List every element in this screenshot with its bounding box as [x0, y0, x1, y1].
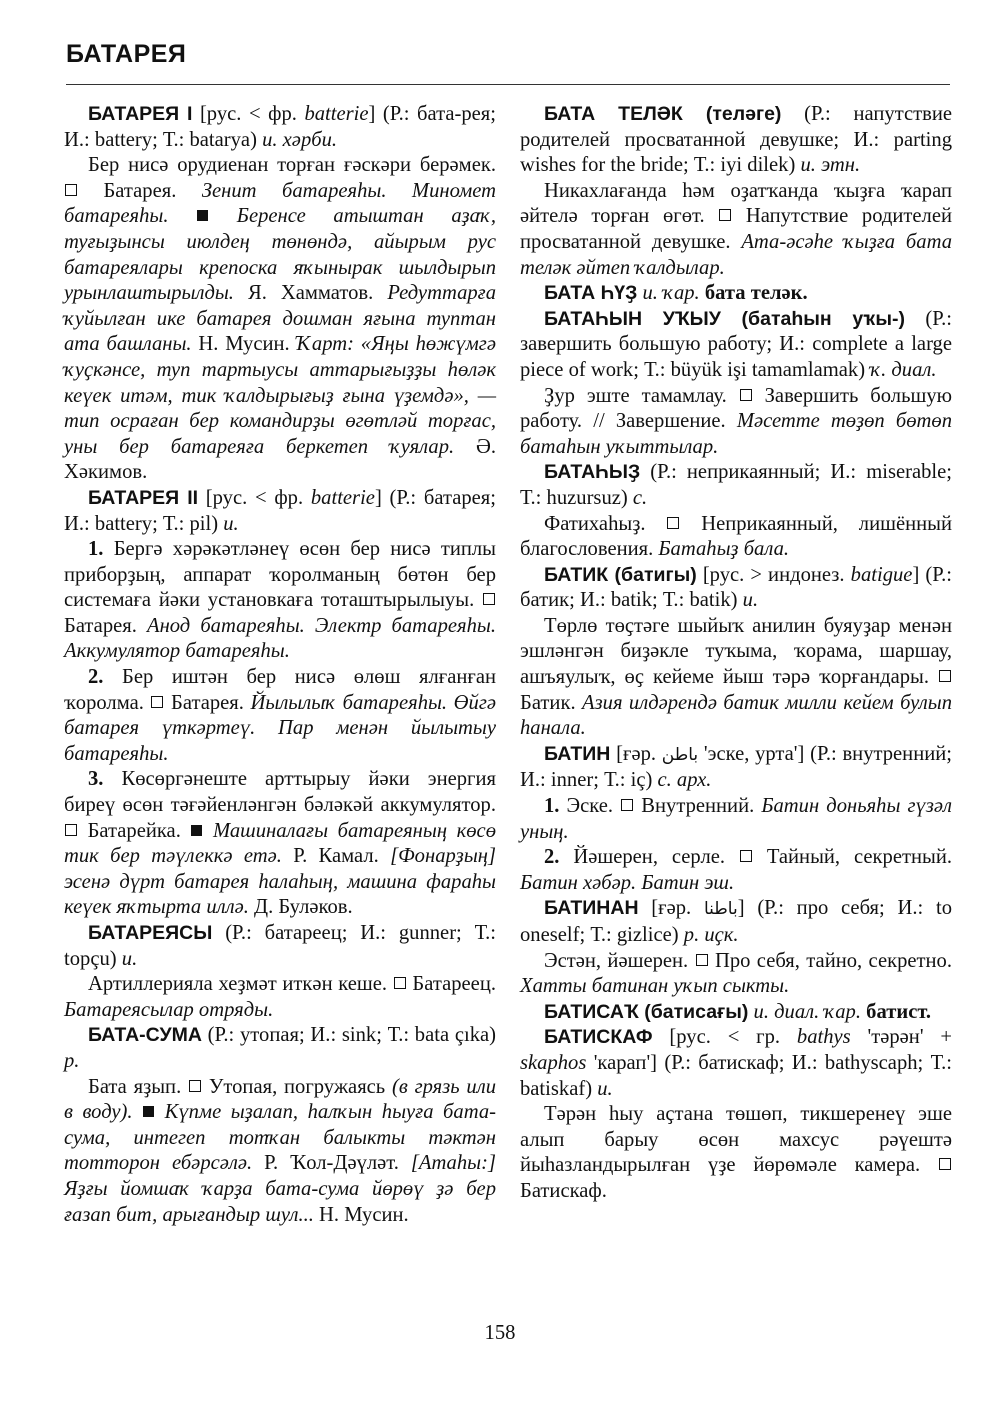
headword: БАТИК (батигы): [544, 563, 697, 586]
headword: БАТАРЕЯ II: [88, 486, 199, 509]
entry-bata-telek-def: Никахлағанда һәм оҙатҡанда ҡыҙға ҡарап әйтелә торған өгөт. Напутствие родителей просватанной девушке. Ата-әсәһе ҡыҙға бата теләк әйтеп ҡалдылар.: [520, 179, 952, 279]
white-square-icon: [151, 696, 163, 708]
entry-batareya-2-sense-3: 3. Көсөргәнеште арттырыу йәки энергия биреү өсөн тәғәйенләнгән бәләкәй аккумулятор. Батарейка. Машиналағы батареяның көсө тик бер тәүлеккә етә. Р. Камал. [Фонарҙың] эсенә дүрт батарея һалаһың, машина фараһы кеүек яҡтырта иллә. Д. Буләков.: [64, 768, 497, 919]
entry-batik-head: БАТИК (батигы) [рус. > индонез. batigue] (Р.: батик; И.: batik; Т.: batik) и.: [520, 563, 952, 612]
entry-batareyasy-head: БАТАРЕЯСЫ (Р.: батареец; И.: gunner; Т.: topçu) и.: [64, 922, 496, 970]
entry-batareya-1-head: БАТАРЕЯ I [рус. < фр. batterie] (Р.: бата-рея; И.: battery; Т.: batarya) и. хәрби.: [64, 103, 497, 151]
entry-batahyz-head: БАТАҺЫҘ (Р.: неприкаянный; И.: miserable; Т.: huzursuz) с.: [520, 461, 952, 509]
left-column: [64, 102, 496, 1228]
headword: БАТА-СУМА: [88, 1024, 202, 1047]
entry-batareyasy-def: Артиллерияла хеҙмәт иткән кеше. Батареец. Батареясылар отряды.: [64, 973, 496, 1021]
arabic-etymon: باطن: [661, 744, 699, 765]
entry-batisak: БАТИСАҠ (батисағы) и. диал. ҡар. батист.: [544, 1000, 932, 1023]
entry-batiskaf-def: Тәрән һыу аҫтана төшөп, тикшеренеү эше алып барыу өсөн махсус рәүештә йыһазландырылған үҙе йөрөмәле камера. Батискаф.: [520, 1103, 952, 1202]
white-square-icon: [65, 184, 77, 196]
headword: БАТА ТЕЛӘК (теләге): [544, 103, 782, 125]
white-square-icon: [621, 799, 633, 811]
entry-batareya-2-sense-1: 1. Бергә хәрәкәтләнеү өсөн бер нисә типлы приборҙың, аппарат ҡоролманың бөтөн бер системаға йәки установкаға тоташтырылыуы. Батарея. Анод батареяһы. Электр батареяһы. Аккумулятор батареяһы.: [64, 538, 496, 663]
headword: БАТИСКАФ: [544, 1026, 653, 1049]
white-square-icon: [189, 1080, 201, 1092]
headword: БАТАҺЫН УҠЫУ (батаһын уҡы-): [544, 307, 905, 330]
entry-batareya-1-def: Бер нисә орудиенан торған ғәскәри берәмек. Батарея. Зенит батареяһы. Миномет батареяһы. Беренсе атыштан аҙаҡ, туғыҙынсы июлдең төнөндә, айырым рус батареялары крепоска яҡынырак шылдырып урынлаштырылды. Я. Хамматов. Редуттарға ҡуйылған ике батарея дошман яғына туптан ата башланы. Н. Мусин. Ҡарт: «Яңы һөжүмгә ҡуҫкәнсе, туп тартыусы аттарығыҙҙы һөләк кеүек итәм, тик ҡалдырығыҙ ғына үҙемдә», — тип осраған бер командирҙы өгөтләй торғас, уны бер батареяға беркетеп ҡуялар. Ә. Хәкимов.: [64, 154, 497, 484]
headword: БАТИСАҠ (батисағы): [544, 1000, 749, 1023]
entry-batahyz-def: Фатихаһыҙ. Неприкаянный, лишённый благословения. Батаһыҙ бала.: [520, 512, 952, 561]
white-square-icon: [939, 670, 951, 682]
entry-batin-sense-1: 1. Эске. Внутренний. Батин доньяһы гүзәл уның.: [520, 795, 952, 843]
white-square-icon: [740, 389, 752, 401]
white-square-icon: [483, 593, 495, 605]
entry-batik-def: Төрлө төҫтәге шыйыҡ анилин буяуҙар менән эшләнгән биҙәкле туҡыма, ҡорама, шаршау, ашъяулыҡ, өҫ кейеме йыш тәрә ҡорғандары. Батик. Азия илдәрендә батик милли кейем булып һанала.: [520, 614, 952, 740]
headword: БАТАҺЫҘ: [544, 461, 641, 484]
headword: БАТАРЕЯСЫ: [88, 922, 213, 944]
entry-batareya-2-sense-2: 2. Бер иштән бер нисә өлөш ялғанған ҡоролма. Батарея. Йылылыҡ батареяһы. Өйгә батарея үткәртеү. Пар менән йылытыу батареяһы.: [64, 666, 497, 765]
black-square-icon: [191, 825, 202, 836]
white-square-icon: [696, 954, 708, 966]
black-square-icon: [143, 1106, 154, 1117]
white-square-icon: [939, 1158, 951, 1170]
black-square-icon: [197, 210, 208, 221]
headword: БАТИНАН: [544, 897, 639, 920]
entry-batinan-def: Эстән, йәшерен. Про себя, тайно, секретно. Хатты батинан уҡып сыкты.: [520, 949, 953, 998]
right-column: [520, 102, 952, 1205]
header-rule: [66, 84, 950, 85]
entry-bata-huz: БАТА ҺҮҘ и. ҡар. бата теләк.: [544, 282, 808, 305]
white-square-icon: [667, 517, 679, 529]
entry-batinan-head: БАТИНАН [ғәр. باطنا] (Р.: про себя; И.: to oneself; Т.: gizlice) р. иҫк.: [520, 897, 952, 946]
entry-bata-suma-head: БАТА-СУМА (Р.: утопая; И.: sink; Т.: bata çıka) р.: [64, 1024, 496, 1072]
arabic-etymon: باطنا: [703, 899, 738, 920]
white-square-icon: [65, 824, 77, 836]
entry-batin-head: БАТИН [ғәр. باطن 'эске, урта'] (Р.: внутренний; И.: inner; Т.: iç) с. арх.: [520, 742, 952, 792]
page-number: 158: [484, 1322, 516, 1344]
entry-batareya-2-head: БАТАРЕЯ II [рус. < фр. batterie] (Р.: батарея; И.: battery; Т.: pil) и.: [64, 486, 496, 535]
entry-bata-telek-head: БАТА ТЕЛӘК (теләге) (Р.: напутствие родителей просватанной девушке; И.: parting wishes for the bride; Т.: iyi dilek) и. этн.: [520, 103, 952, 177]
entry-batiskaf-head: БАТИСКАФ [рус. < гр. bathys 'тәрән' + skaphos 'карап'] (Р.: батискаф; И.: bathyscaph; Т.: batiskaf) и.: [520, 1026, 952, 1100]
entry-batahyn-ukyu-head: БАТАҺЫН УҠЫУ (батаһын уҡы-) (Р.: завершить большую работу; И.: complete a large piece of work; Т.: büyük işi tamamlamak) ҡ. диал.: [520, 307, 952, 381]
running-head: БАТАРЕЯ: [66, 40, 187, 68]
entry-batahyn-ukyu-def: Ҙур эште тамамлау. Завершить большую работу. // Завершение. Мәсетте төҙөп бөтөп батаһын уҡыттылар.: [520, 384, 953, 458]
headword: БАТА ҺҮҘ: [544, 282, 638, 305]
headword: БАТИН: [544, 742, 611, 765]
white-square-icon: [394, 977, 406, 989]
white-square-icon: [740, 850, 752, 862]
entry-bata-suma-def: Бата яҙып. Утопая, погружаясь (в грязь или в воду). Күпме ыҙалап, һалҡын һыуға бата-сума, интегеп тотҡан балыкты тәктән тотторон ебәрсәлә. Р. Ҡол-Дәүләт. [Атаһы:] Яҙғы йомшаҡ ҡарҙа бата-сума йөрөү ҙә бер ғазап бит, арығандыр шул... Н. Мусин.: [64, 1075, 496, 1226]
entry-batin-sense-2: 2. Йәшерен, серле. Тайный, секретный. Батин хәбәр. Батин эш.: [520, 846, 952, 894]
headword: БАТАРЕЯ I: [88, 103, 193, 125]
white-square-icon: [719, 209, 731, 221]
